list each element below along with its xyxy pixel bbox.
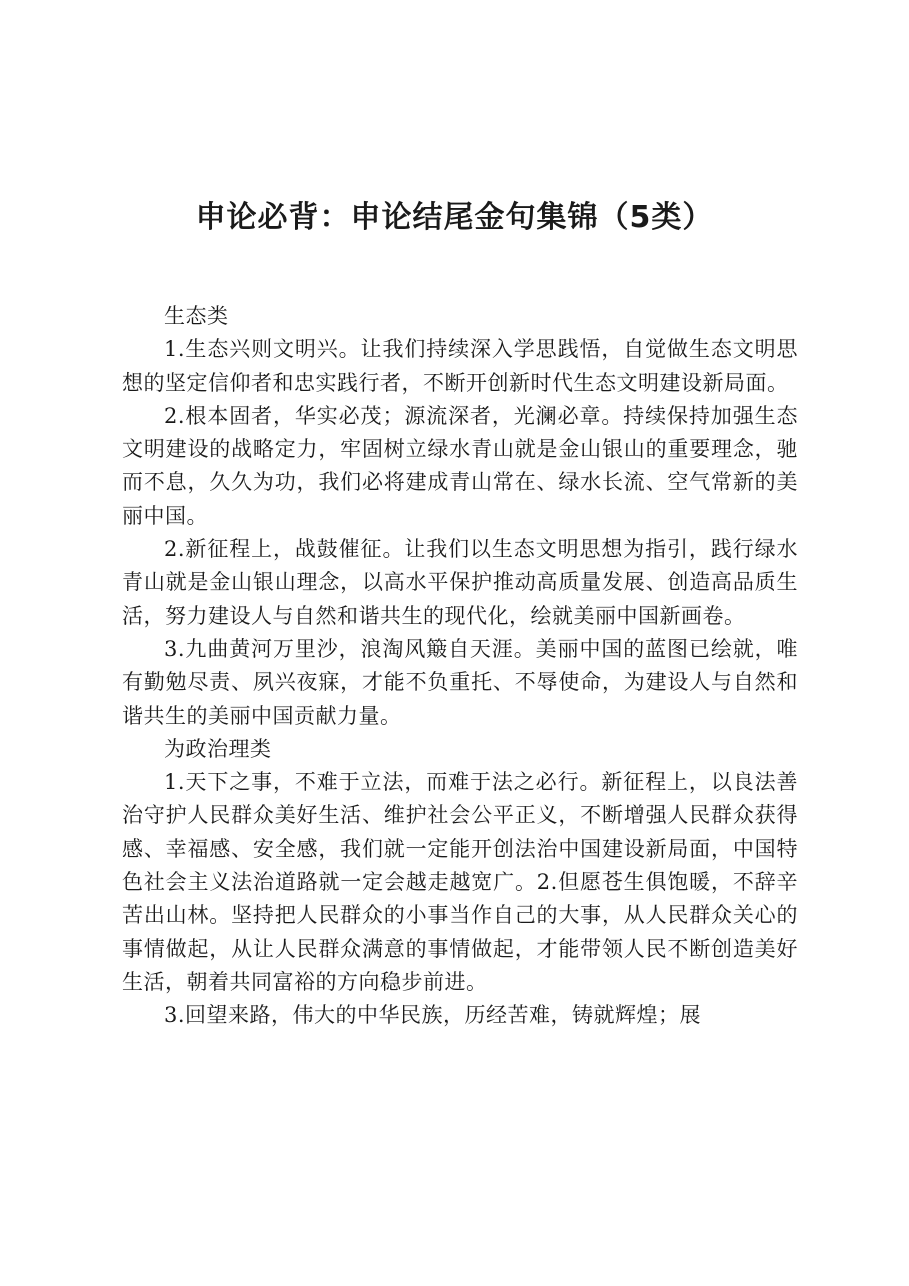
section-heading-governance: 为政治理类	[164, 736, 272, 761]
paragraph: 2.新征程上，战鼓催征。让我们以生态文明思想为指引，践行绿水青山就是金山银山理念，以高水平保护推动高质量发展、创造高品质生活，努力建设人与自然和谐共生的现代化，绘就美丽中国新画卷。	[122, 537, 798, 628]
paragraph: 3.回望来路，伟大的中华民族，历经苦难，铸就辉煌；展	[164, 1003, 702, 1028]
paragraph: 3.九曲黄河万里沙，浪淘风簸自天涯。美丽中国的蓝图已绘就，唯有勤勉尽责、夙兴夜寐，才能不负重托、不辱使命，为建设人与自然和谐共生的美丽中国贡献力量。	[122, 636, 798, 728]
paragraph: 1.生态兴则文明兴。让我们持续深入学思践悟，自觉做生态文明思想的坚定信仰者和忠实践行者，不断开创新时代生态文明建设新局面。	[122, 337, 798, 395]
paragraph: 2.根本固者，华实必茂；源流深者，光澜必章。持续保持加强生态文明建设的战略定力，牢固树立绿水青山就是金山银山的重要理念，驰而不息，久久为功，我们必将建成青山常在、绿水长流、空气常新的美丽中国。	[122, 403, 798, 528]
document-body	[122, 300, 798, 1033]
section-heading-ecology: 生态类	[164, 304, 229, 328]
paragraph: 1.天下之事，不难于立法，而难于法之必行。新征程上，以良法善治守护人民群众美好生活、维护社会公平正义，不断增强人民群众获得感、幸福感、安全感，我们就一定能开创法治中国建设新局面，中国特色社会主义法治道路就一定会越走越宽广。2.但愿苍生俱饱暖，不辞辛苦出山林。坚持把人民群众的小事当作自己的大事，从人民群众关心的事情做起，从让人民群众满意的事情做起，才能带领人民不断创造美好生活，朝着共同富裕的方向稳步前进。	[122, 770, 798, 994]
document-title: 申论必背：申论结尾金句集锦（5类）	[195, 200, 714, 235]
